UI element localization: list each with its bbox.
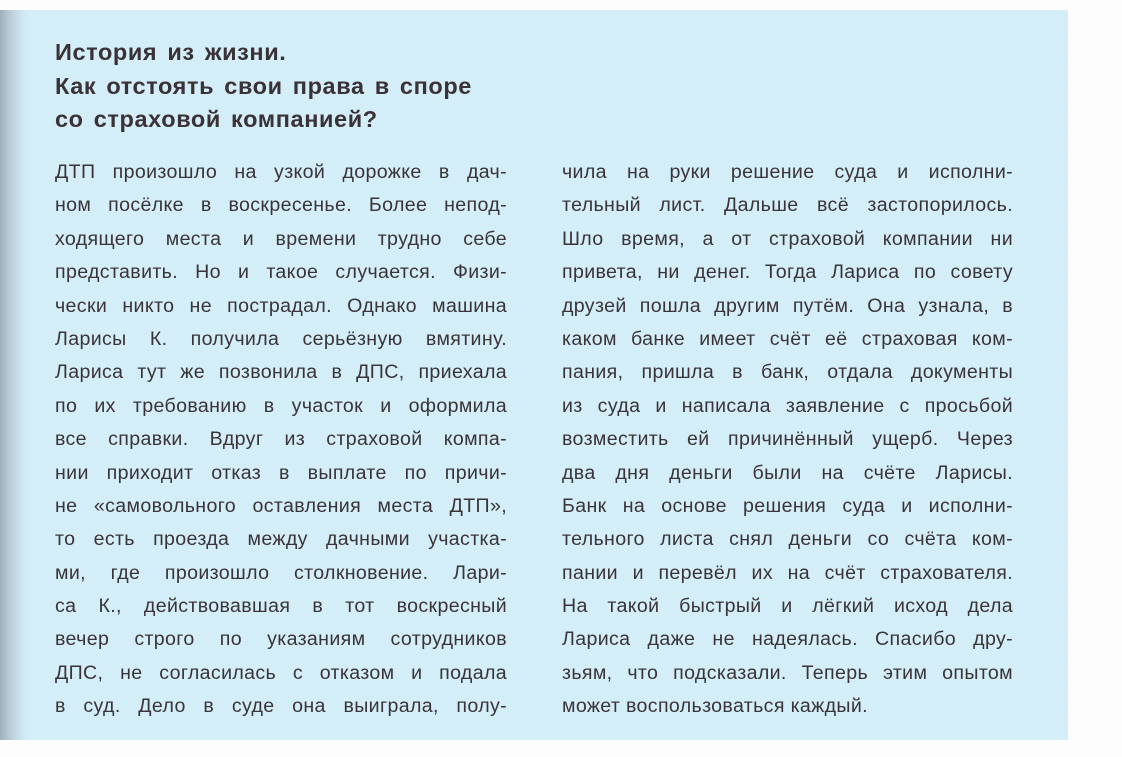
text-line: Ларисы К. получила серьёзную вмятину. xyxy=(55,327,507,350)
text-line: ми, где произошло столкновение. Лари- xyxy=(55,561,507,584)
text-line: чила на руки решение суда и исполни- xyxy=(562,161,1013,183)
text-line: вечер строго по указаниям сотрудников xyxy=(55,628,507,651)
text-line: На такой быстрый и лёгкий исход дела xyxy=(562,595,1013,618)
text-line: ном посёлке в воскресенье. Более непод- xyxy=(55,194,507,217)
text-line: по их требованию в участок и оформила xyxy=(55,394,507,417)
text-line: в суд. Дело в суде она выиграла, полу- xyxy=(55,695,507,718)
text-line: Банк на основе решения суда и исполни- xyxy=(562,494,1013,517)
text-line: может воспользоваться каждый. xyxy=(562,695,868,718)
text-line: ДТП произошло на узкой дорожке в дач- xyxy=(55,161,507,183)
text-line: из суда и написала заявление с просьбой xyxy=(562,394,1013,417)
text-line: зьям, что подсказали. Теперь этим опытом xyxy=(562,661,1013,684)
title-line: История из жизни. xyxy=(55,39,287,65)
text-line: не «самовольного оставления места ДТП», xyxy=(55,494,507,517)
article-column-left xyxy=(55,156,507,724)
text-line: ходящего места и времени трудно себе xyxy=(55,227,507,250)
article-title xyxy=(55,36,472,137)
text-line: друзей пошла другим путём. Она узнала, в xyxy=(562,294,1013,317)
text-line: представить. Но и такое случается. Физи- xyxy=(55,261,507,284)
text-line: тельный лист. Дальше всё застопорилось. xyxy=(562,194,1013,217)
text-line: каком банке имеет счёт её страховая ком- xyxy=(562,327,1013,350)
text-line: то есть проезда между дачными участка- xyxy=(55,528,507,551)
text-line: Шло время, а от страховой компании ни xyxy=(562,227,1013,250)
text-line: нии приходит отказ в выплате по причи- xyxy=(55,461,507,484)
text-line: пании и перевёл их на счёт страхователя. xyxy=(562,561,1013,584)
page-spine-shadow xyxy=(0,10,30,740)
text-line: все справки. Вдруг из страховой компа- xyxy=(55,428,507,451)
text-line: чески никто не пострадал. Однако машина xyxy=(55,294,507,317)
text-line: ДПС, не согласилась с отказом и подала xyxy=(55,661,507,684)
text-line: Лариса даже не надеялась. Спасибо дру- xyxy=(562,628,1013,651)
text-line: тельного листа снял деньги со счёта ком- xyxy=(562,528,1013,551)
text-line: са К., действовавшая в тот воскресный xyxy=(55,595,507,618)
text-line: пания, пришла в банк, отдала документы xyxy=(562,361,1013,384)
text-line: привета, ни денег. Тогда Лариса по совету xyxy=(562,261,1013,284)
text-line: возместить ей причинённый ущерб. Через xyxy=(562,428,1013,451)
text-line: два дня деньги были на счёте Ларисы. xyxy=(562,461,1013,484)
title-line: со страховой компанией? xyxy=(55,106,378,132)
title-line: Как отстоять свои права в споре xyxy=(55,72,472,99)
article-column-right xyxy=(562,156,1013,724)
text-line: Лариса тут же позвонила в ДПС, приехала xyxy=(55,361,507,384)
